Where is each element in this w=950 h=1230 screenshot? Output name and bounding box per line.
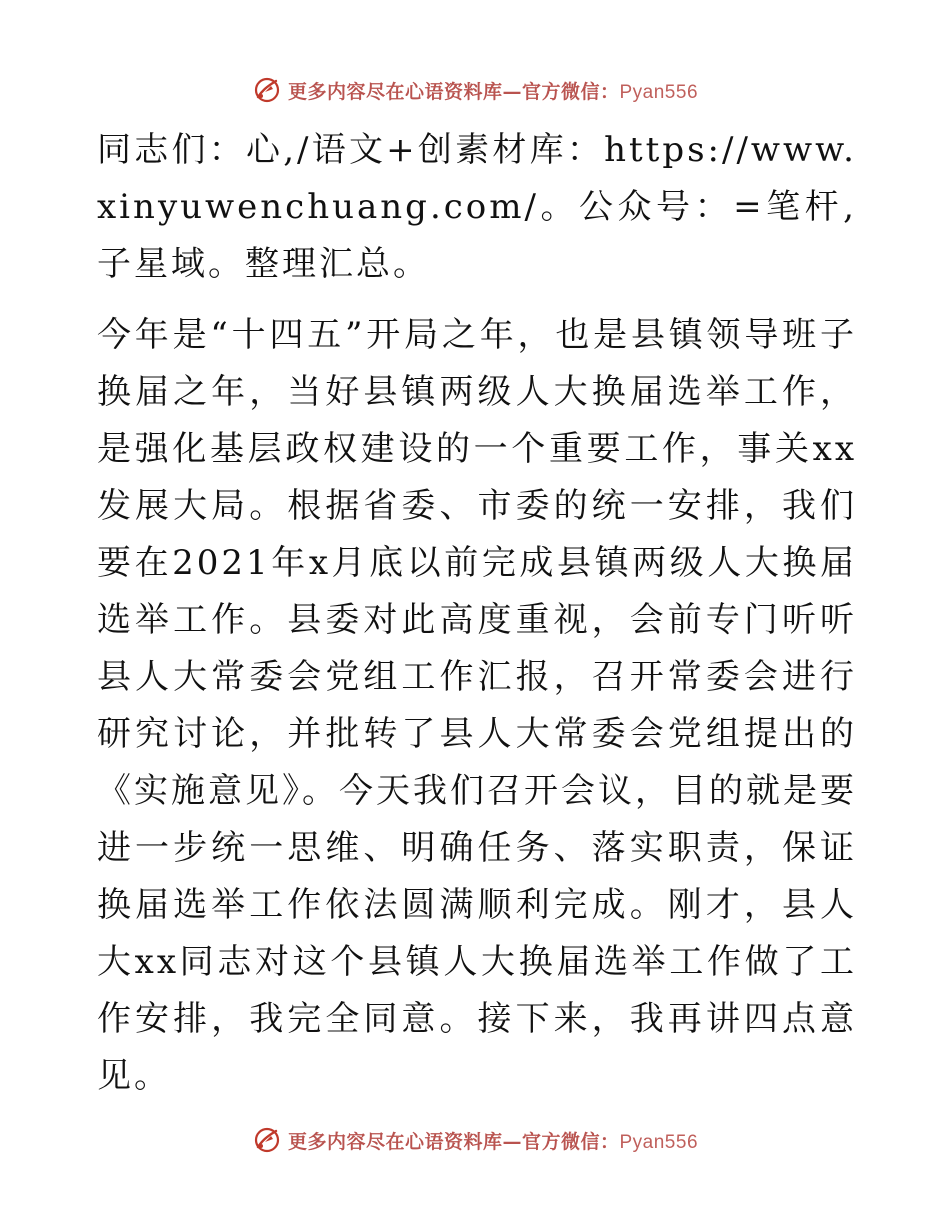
pen-nib-logo-icon <box>252 75 282 105</box>
footer-banner <box>0 1120 950 1160</box>
header-banner-text: 更多内容尽在心语资料库—官方微信：Pyan556 <box>287 80 699 103</box>
footer-wechat-id: Pyan556 <box>619 1131 699 1153</box>
footer-banner-text: 更多内容尽在心语资料库—官方微信：Pyan556 <box>287 1130 699 1153</box>
pen-nib-logo-icon <box>252 1125 282 1155</box>
paragraph-main: 今年是“十四五”开局之年，也是县镇领导班子换届之年，当好县镇两级人大换届选举工作，是强化基层政权建设的一个重要工作，事关xx发展大局。根据省委、市委的统一安排，我们要在2021年x月底以前完成县镇两级人大换届选举工作。县委对此高度重视，会前专门听听县人大常委会党组工作汇报，召开常委会进行研究讨论，并批转了县人大常委会党组提出的《实施意见》。今天我们召开会议，目的就是要进一步统一思维、明确任务、落实职责，保证换届选举工作依法圆满顺利完成。刚才，县人大xx同志对这个县镇人大换届选举工作做了工作安排，我完全同意。接下来，我再讲四点意见。 <box>97 315 857 1096</box>
header-banner <box>0 70 950 110</box>
document-body <box>97 122 857 1105</box>
paragraph-intro: 同志们：心,/语文+创素材库：https://www.xinyuwenchuang.com/。公众号：=笔杆,子星域。整理汇总。 <box>97 130 857 284</box>
header-wechat-id: Pyan556 <box>619 81 699 103</box>
